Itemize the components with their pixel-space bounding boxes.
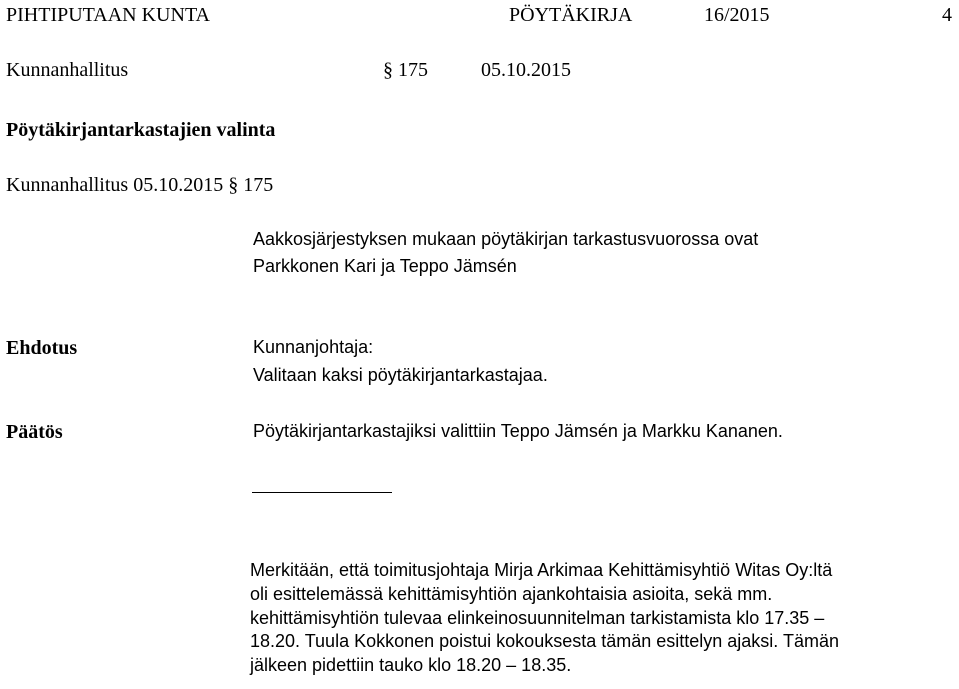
proposal-text: Valitaan kaksi pöytäkirjantarkastajaa. xyxy=(253,365,548,385)
proposal-label: Ehdotus xyxy=(6,337,78,359)
note-line: Merkitään, että toimitusjohtaja Mirja Arkimaa Kehittämisyhtiö Witas Oy:ltä xyxy=(250,560,833,580)
note-line: oli esittelemässä kehittämisyhtiön ajankohtaisia asioita, sekä mm. xyxy=(250,583,773,604)
note-line: jälkeen pidettiin tauko klo 18.20 – 18.35. xyxy=(250,655,572,676)
intro-line: Aakkosjärjestyksen mukaan pöytäkirjan tarkastusvuorossa ovat xyxy=(253,229,759,249)
decision-label: Päätös xyxy=(6,421,63,443)
note-line: 18.20. Tuula Kokkonen poistui kokouksesta tämän esittelyn ajaksi. Tämän xyxy=(250,631,840,652)
document-type: PÖYTÄKIRJA xyxy=(509,4,633,26)
section-title: Pöytäkirjantarkastajien valinta xyxy=(6,119,276,141)
separator-line xyxy=(252,492,392,493)
section-reference: § 175 xyxy=(383,59,428,81)
section-subheading: Kunnanhallitus 05.10.2015 § 175 xyxy=(6,174,274,196)
intro-line: Parkkonen Kari ja Teppo Jämsén xyxy=(253,256,517,276)
meeting-date: 05.10.2015 xyxy=(481,59,571,81)
note-line: kehittämisyhtiön tulevaa elinkeinosuunnitelman tarkistamista klo 17.35 – xyxy=(250,607,825,628)
meeting-body: Kunnanhallitus xyxy=(6,59,129,81)
proposal-author: Kunnanjohtaja: xyxy=(253,337,374,357)
page-number: 4 xyxy=(942,4,952,26)
decision-text: Pöytäkirjantarkastajiksi valittiin Teppo Jämsén ja Markku Kananen. xyxy=(253,421,783,441)
note-paragraph xyxy=(250,559,959,678)
document-number: 16/2015 xyxy=(704,4,770,26)
municipality-name: PIHTIPUTAAN KUNTA xyxy=(6,4,211,26)
